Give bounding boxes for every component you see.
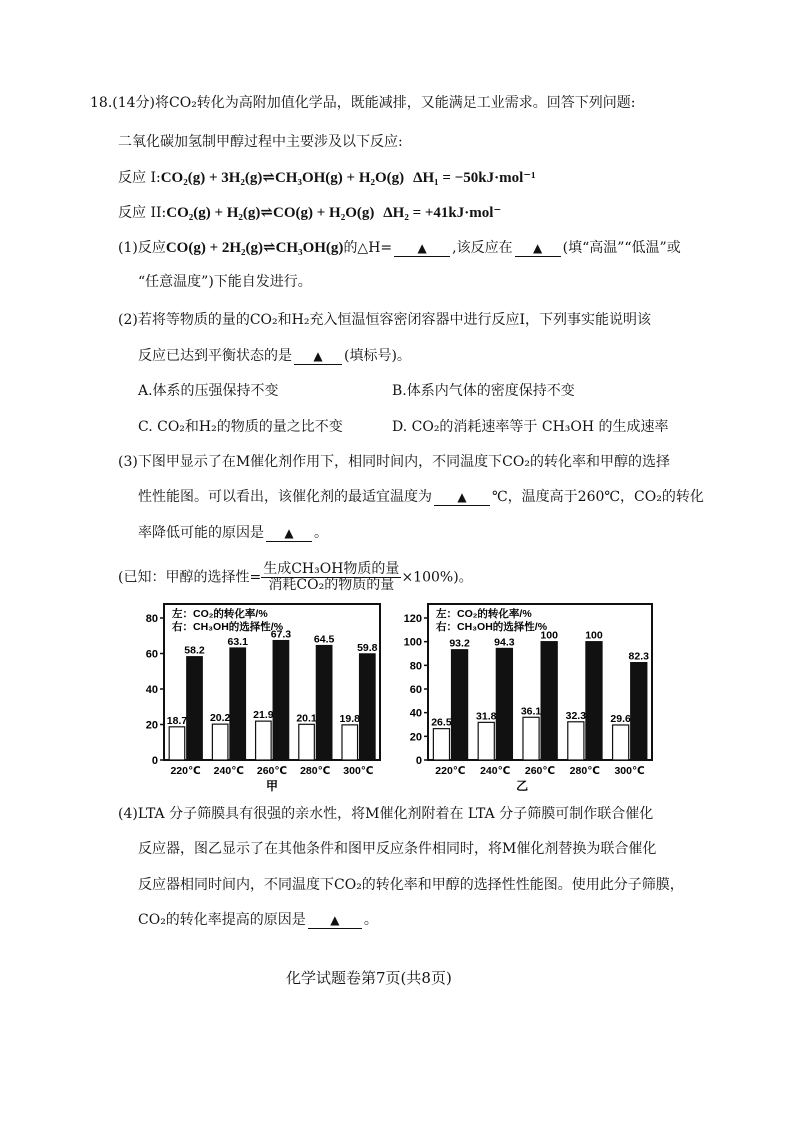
- legend-right: 右：CH₃OH的选择性/%: [172, 621, 284, 633]
- part-1-line-2: “任意温度”)下能自发进行。: [138, 274, 312, 290]
- part-4-prompt: CO₂的转化率提高的原因是: [138, 912, 306, 928]
- x-tick-label: 280℃: [300, 765, 331, 777]
- legend-left: 左：CO₂的转化率/%: [436, 608, 532, 620]
- x-tick-label: 220℃: [170, 765, 201, 777]
- bar-co2-conversion: [342, 725, 358, 760]
- fraction-numerator: 生成CH₃OH物质的量: [263, 561, 400, 577]
- blank-marker-icon: ▲: [330, 913, 340, 927]
- y-tick-label: 20: [409, 731, 422, 744]
- bar-co2-conversion: [568, 722, 584, 760]
- part-3-reason: 率降低可能的原因是: [138, 525, 264, 541]
- x-tick-label: 300℃: [343, 765, 374, 777]
- blank-marker-icon: ▲: [313, 349, 323, 363]
- answer-blank-4[interactable]: [434, 489, 490, 506]
- y-tick-label: 40: [145, 684, 158, 696]
- data-label-co2-conversion: 32.3: [565, 709, 587, 722]
- part-1-equation: CO(g) + 2H₂(g)⇌CH₃OH(g): [165, 240, 344, 256]
- data-label-methanol-selectivity: 94.3: [494, 636, 515, 649]
- part-3-prompt: 性性能图。可以看出，该催化剂的最适宜温度为: [138, 489, 432, 505]
- bar-co2-conversion: [523, 717, 539, 760]
- blank-marker-icon: ▲: [417, 241, 427, 255]
- part-1-prefix: (1)反应: [118, 240, 166, 256]
- bar-methanol-selectivity: [187, 657, 203, 760]
- blank-marker-icon: ▲: [532, 241, 543, 255]
- part-4-end: 。: [363, 912, 378, 928]
- answer-blank-2[interactable]: [515, 240, 561, 257]
- legend-right: 右：CH₃OH的选择性/%: [436, 621, 548, 633]
- bar-methanol-selectivity: [631, 663, 647, 760]
- bar-co2-conversion: [169, 727, 185, 760]
- data-label-co2-conversion: 18.7: [166, 714, 188, 727]
- y-tick-label: 100: [403, 636, 422, 649]
- data-label-co2-conversion: 19.8: [339, 712, 360, 725]
- part-1-options: (填“高温”“低温”或: [562, 240, 681, 256]
- part-1-line-1: [118, 238, 681, 258]
- y-tick-label: 120: [403, 613, 422, 625]
- data-label-co2-conversion: 20.1: [296, 712, 317, 725]
- bar-co2-conversion: [433, 729, 449, 760]
- bar-methanol-selectivity: [230, 648, 246, 760]
- selectivity-fraction: [261, 562, 401, 593]
- part-4-line-2: 反应器，图乙显示了在其他条件和图甲反应条件相同时，将M催化剂替换为联合催化: [138, 841, 657, 857]
- part-2-prompt: 反应已达到平衡状态的是: [138, 348, 292, 364]
- reaction-2-equation: CO₂(g) + H₂(g)⇌CO(g) + H₂O(g): [166, 205, 375, 221]
- x-tick-label: 260℃: [256, 765, 288, 777]
- data-label-methanol-selectivity: 100: [585, 629, 603, 642]
- y-tick-label: 60: [409, 684, 422, 696]
- chart-caption: 乙: [516, 779, 529, 793]
- part-1-dh-label: 的△H=: [343, 240, 393, 256]
- page-footer: 化学试题卷第7页(共8页): [286, 969, 452, 987]
- chart-jia-svg: [128, 598, 390, 798]
- option-a: A.体系的压强保持不变: [138, 383, 279, 399]
- part-4-line-3: 反应器相同时间内，不同温度下CO₂的转化率和甲醇的选择性性能图。使用此分子筛膜，: [138, 877, 684, 893]
- data-label-methanol-selectivity: 59.8: [357, 641, 378, 654]
- part-2-line-2: [138, 346, 411, 366]
- reaction-2: [118, 203, 501, 223]
- option-c: C. CO₂和H₂的物质的量之比不变: [138, 419, 343, 435]
- data-label-co2-conversion: 31.8: [476, 710, 497, 723]
- part-3-line-1: (3)下图甲显示了在M催化剂作用下，相同时间内，不同温度下CO₂的转化率和甲醇的选择: [118, 454, 670, 470]
- known-prefix: (已知：甲醇的选择性=: [118, 569, 262, 586]
- bar-methanol-selectivity: [452, 650, 468, 760]
- bar-co2-conversion: [299, 724, 315, 760]
- x-tick-label: 300℃: [614, 765, 645, 777]
- question-header: 18.(14分)将CO₂转化为高附加值化学品，既能减排，又能满足工业需求。回答下列问题:: [90, 95, 636, 111]
- part-3-end: 。: [314, 525, 328, 541]
- known-formula: [118, 562, 473, 593]
- reaction-1-equation: CO₂(g) + 3H₂(g)⇌CH₃OH(g) + H₂O(g): [160, 170, 405, 186]
- bar-co2-conversion: [212, 724, 228, 760]
- option-d: D. CO₂的消耗速率等于 CH₃OH 的生成速率: [392, 419, 669, 435]
- x-tick-label: 240℃: [213, 765, 244, 777]
- data-label-methanol-selectivity: 58.2: [184, 644, 205, 657]
- y-tick-label: 20: [145, 719, 158, 732]
- intro-text: 二氧化碳加氢制甲醇过程中主要涉及以下反应:: [118, 134, 403, 150]
- data-label-methanol-selectivity: 100: [540, 629, 558, 642]
- part-4-line-1: (4)LTA 分子筛膜具有很强的亲水性，将M催化剂附着在 LTA 分子筛膜可制作联合催化: [118, 806, 654, 822]
- data-label-methanol-selectivity: 67.3: [270, 628, 292, 641]
- y-tick-label: 60: [145, 648, 158, 661]
- x-tick-label: 260℃: [524, 765, 556, 777]
- bar-co2-conversion: [256, 721, 272, 760]
- bar-methanol-selectivity: [541, 642, 557, 760]
- chart-yi: [392, 598, 662, 802]
- answer-blank-5[interactable]: [266, 525, 312, 542]
- bar-methanol-selectivity: [360, 654, 376, 760]
- reaction-1-enthalpy: ΔH₁ = −50kJ·mol⁻¹: [413, 170, 536, 186]
- reaction-2-label: 反应 II:: [118, 205, 167, 221]
- blank-marker-icon: ▲: [457, 490, 467, 504]
- x-tick-label: 280℃: [569, 765, 600, 777]
- y-tick-label: 0: [151, 755, 158, 767]
- legend-left: 左：CO₂的转化率/%: [172, 608, 268, 620]
- bar-methanol-selectivity: [316, 646, 332, 760]
- data-label-methanol-selectivity: 64.5: [313, 633, 335, 646]
- fraction-denominator: 消耗CO₂的物质的量: [268, 577, 395, 593]
- part-2-hint: (填标号)。: [344, 348, 411, 364]
- reaction-2-enthalpy: ΔH₂ = +41kJ·mol⁻: [383, 205, 502, 221]
- y-tick-label: 80: [145, 613, 158, 625]
- known-suffix: ×100%)。: [401, 569, 473, 586]
- bar-co2-conversion: [478, 722, 494, 760]
- part-1-mid: ,该反应在: [452, 240, 513, 256]
- option-b: B.体系内气体的密度保持不变: [392, 383, 575, 399]
- reaction-1-label: 反应 I:: [118, 170, 161, 186]
- y-tick-label: 80: [409, 660, 422, 673]
- answer-blank-1[interactable]: [394, 240, 450, 257]
- part-2-line-1: (2)若将等物质的量的CO₂和H₂充入恒温恒容密闭容器中进行反应I，下列事实能说明该: [118, 312, 651, 328]
- part-3-mid: ℃，温度高于260℃，CO₂的转化: [492, 489, 704, 505]
- data-label-co2-conversion: 20.2: [209, 712, 231, 725]
- x-tick-label: 240℃: [480, 765, 511, 777]
- data-label-co2-conversion: 36.1: [520, 705, 542, 718]
- x-tick-label: 220℃: [435, 765, 466, 777]
- part-4-line-4: [138, 910, 378, 930]
- bar-co2-conversion: [613, 725, 629, 760]
- bar-methanol-selectivity: [586, 642, 602, 760]
- part-3-line-2: [138, 487, 704, 507]
- data-label-methanol-selectivity: 93.2: [449, 637, 470, 650]
- chart-jia: [128, 598, 390, 802]
- part-3-line-3: [138, 523, 328, 543]
- data-label-methanol-selectivity: 63.1: [227, 635, 248, 648]
- bar-methanol-selectivity: [273, 641, 289, 760]
- data-label-co2-conversion: 29.6: [610, 712, 631, 725]
- y-tick-label: 0: [415, 755, 422, 767]
- chart-caption: 甲: [265, 779, 279, 793]
- blank-marker-icon: ▲: [284, 526, 294, 540]
- answer-blank-3[interactable]: [294, 348, 342, 365]
- chart-yi-svg: [392, 598, 662, 798]
- data-label-co2-conversion: 26.5: [431, 716, 452, 729]
- reaction-1: [118, 168, 536, 188]
- answer-blank-6[interactable]: [308, 912, 362, 929]
- bar-methanol-selectivity: [496, 648, 512, 760]
- data-label-co2-conversion: 21.9: [253, 709, 274, 722]
- data-label-methanol-selectivity: 82.3: [628, 650, 649, 663]
- y-tick-label: 40: [409, 707, 422, 720]
